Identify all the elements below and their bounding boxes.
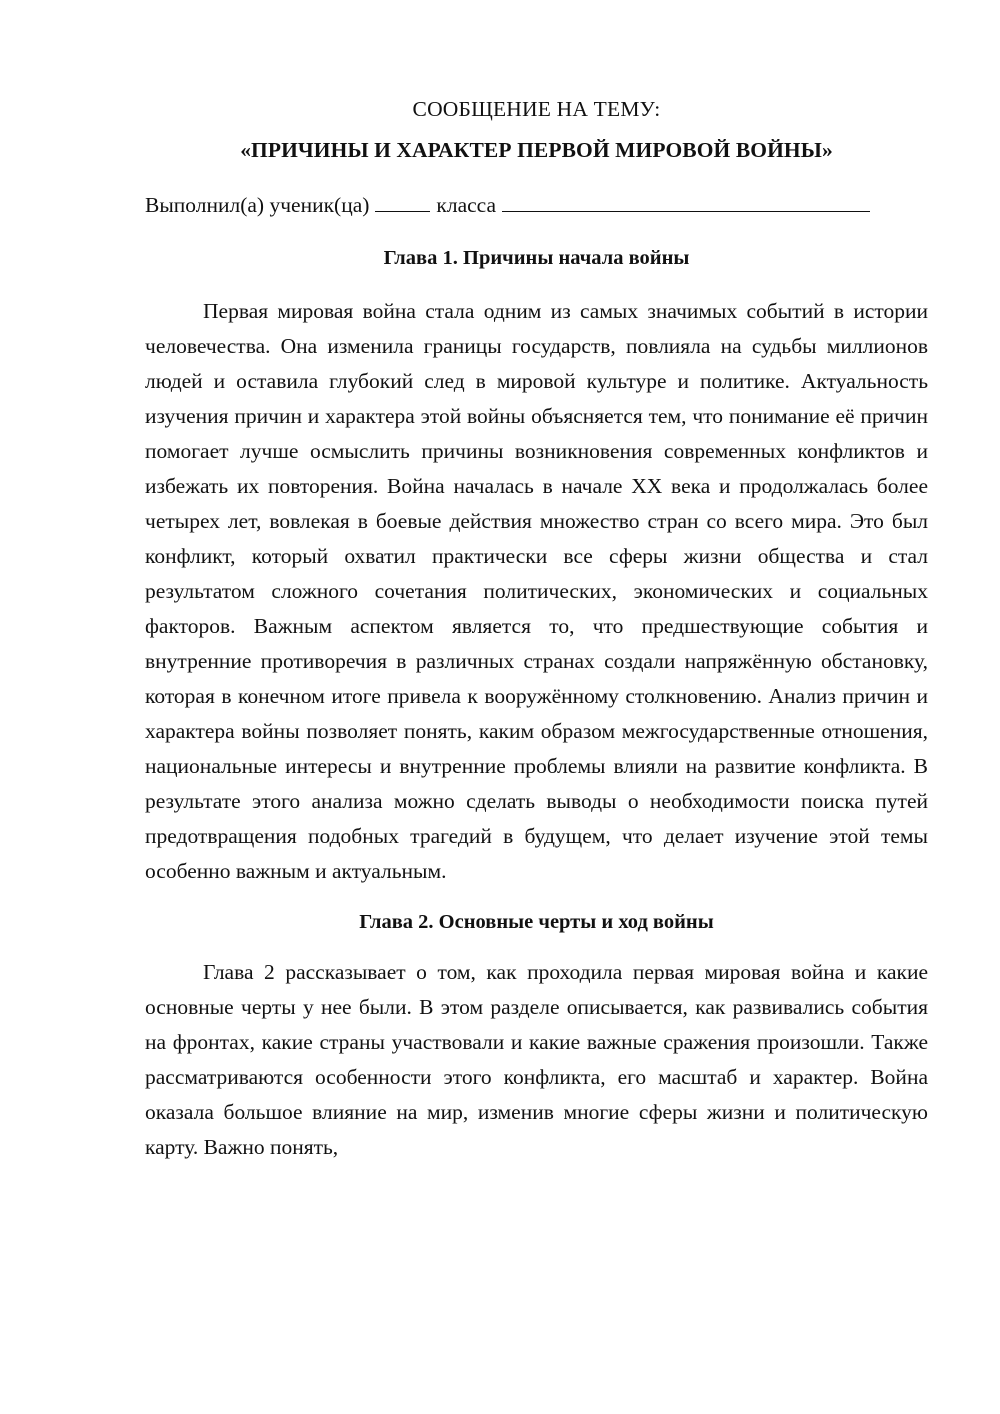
topic-line: СООБЩЕНИЕ НА ТЕМУ: [412,97,661,121]
chapter-2-title: Глава 2. Основные черты и ход войны [359,911,714,933]
document-page [145,92,928,1165]
class-number-blank [375,191,430,212]
document-title: «ПРИЧИНЫ И ХАРАКТЕР ПЕРВОЙ МИРОВОЙ ВОЙНЫ» [240,138,833,162]
author-label: Выполнил(а) ученик(ца) [145,193,370,217]
chapter-2-text: Глава 2 рассказывает о том, как проходила первая мировая война и какие основные черты у нее были. В этом разделе описывается, как развивались события на фронтах, какие страны участвовали и какие важные сражения произошли. Также рассматриваются особенности этого конфликта, его масштаб и характер. Война оказала большое влияние на мир, изменив многие сферы жизни и политическую карту. Важно понять, [145,960,928,1159]
class-label: класса [436,193,497,217]
student-name-blank [502,191,870,212]
chapter-1-text: Первая мировая война стала одним из самых значимых событий в истории человечества. Она изменила границы государств, повлияла на судьбы миллионов людей и оставила глубокий след в мировой культуре и политике. Актуальность изучения причин и характера этой войны объясняется тем, что понимание её причин помогает лучше осмыслить причины возникновения современных конфликтов и избежать их повторения. Война началась в начале XX века и продолжалась более четырех лет, вовлекая в боевые действия множество стран со всего мира. Это был конфликт, который охватил практически все сферы жизни общества и стал результатом сложного сочетания политических, экономических и социальных факторов. Важным аспектом является то, что предшествующие события и внутренние противоречия в различных странах создали напряжённую обстановку, которая в конечном итоге привела к вооружённому столкновению. Анализ причин и характера войны позволяет понять, каким образом межгосударственные отношения, национальные интересы и внутренние проблемы влияли на развитие конфликта. В результате этого анализа можно сделать выводы о необходимости поиска путей предотвращения подобных трагедий в будущем, что делает изучение этой темы особенно важным и актуальным. [145,299,928,883]
chapter-1-title: Глава 1. Причины начала войны [383,247,690,269]
author-line [145,188,928,223]
